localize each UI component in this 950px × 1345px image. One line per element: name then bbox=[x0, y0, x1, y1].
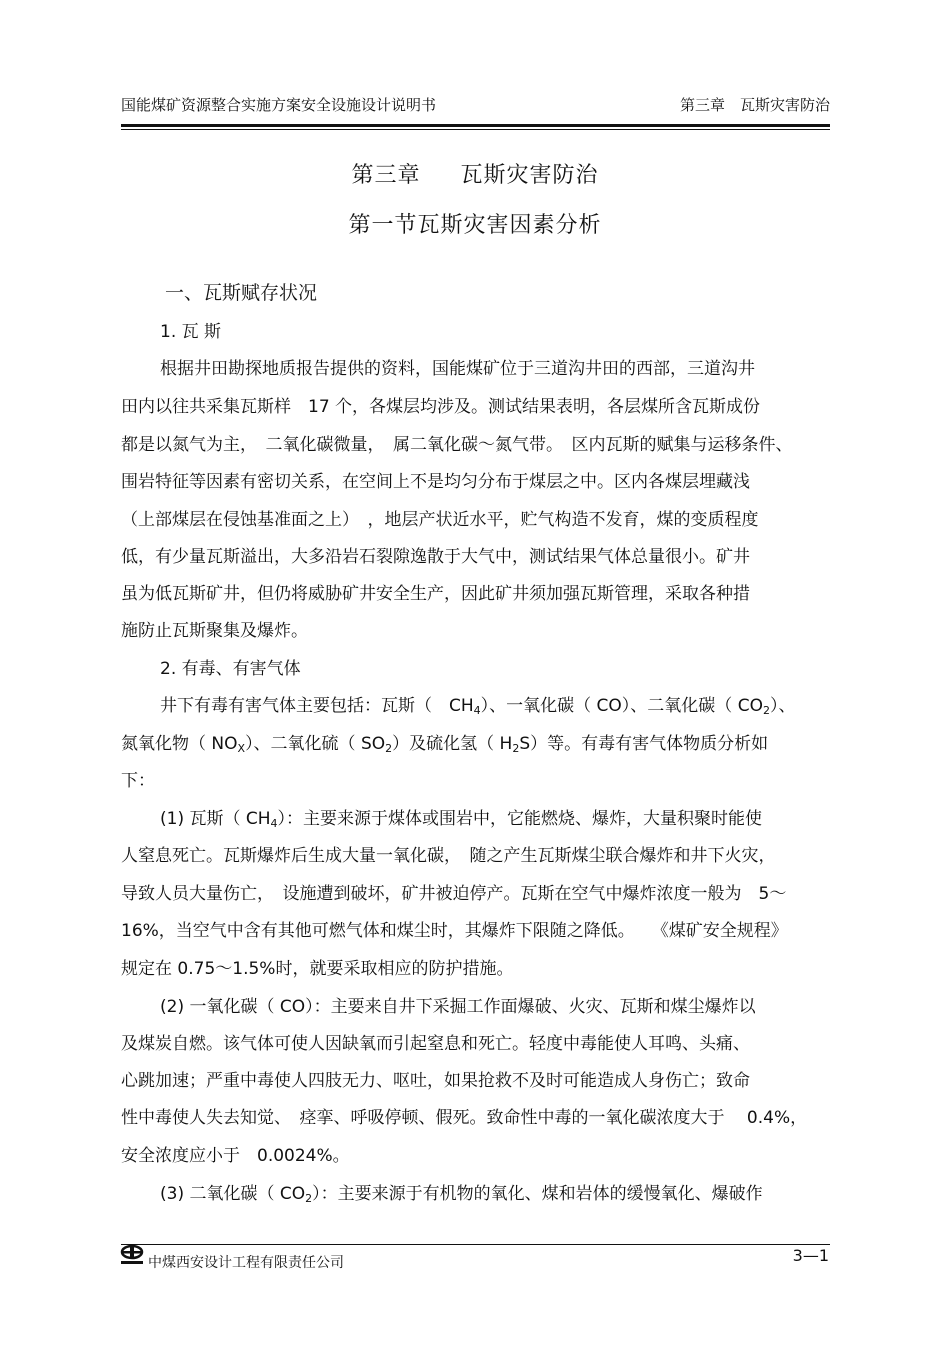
subheading-gas: 1. 瓦 斯 bbox=[160, 322, 222, 342]
item-carbon-monoxide: (2) 一氧化碳（ CO）：主要来自井下采掘工作面爆破、火灾、瓦斯和煤尘爆炸以 bbox=[160, 997, 756, 1017]
item-carbon-dioxide: (3) 二氧化碳（ $CO_2$）：主要来源于有机物的氧化、煤和岩体的缓慢氧化、爆破作 bbox=[160, 1184, 763, 1205]
company-logo-icon bbox=[120, 1244, 148, 1266]
header-chapter-title: 第三章 瓦斯灾害防治 bbox=[679, 96, 830, 114]
footer-company: 中煤西安设计工程有限责任公司 bbox=[148, 1255, 344, 1271]
chapter-name: 瓦斯灾害防治 bbox=[460, 163, 599, 188]
paragraph-line: 性中毒使人失去知觉、 痉挛、呼吸停顿、假死。致命性中毒的一氧化碳浓度大于 0.4%， bbox=[121, 1108, 808, 1128]
footer-rule bbox=[121, 1244, 830, 1245]
section-title: 第一节瓦斯灾害因素分析 bbox=[348, 213, 602, 238]
paragraph-line: 低，有少量瓦斯溢出，大多沿岩石裂隙逸散于大气中，测试结果气体总量很小。矿井 bbox=[121, 547, 750, 567]
paragraph-line: 安全浓度应小于 0.0024%。 bbox=[121, 1146, 350, 1166]
item-methane: (1) 瓦斯（ $CH_4$）：主要来源于煤体或围岩中，它能燃烧、爆炸，大量积聚时能使 bbox=[160, 809, 763, 830]
page-number: 3—1 bbox=[792, 1246, 829, 1265]
chapter-title bbox=[0, 158, 950, 189]
heading-1: 一、瓦斯赋存状况 bbox=[165, 282, 318, 304]
header-doc-title: 国能煤矿资源整合实施方案安全设施设计说明书 bbox=[121, 96, 437, 114]
paragraph-line: 人窒息死亡。瓦斯爆炸后生成大量一氧化碳， 随之产生瓦斯煤尘联合爆炸和井下火灾， bbox=[121, 846, 776, 866]
header-rule-thin bbox=[121, 129, 830, 130]
paragraph-line: 都是以氮气为主， 二氧化碳微量， 属二氧化碳～氮气带。 区内瓦斯的赋集与运移条件、 bbox=[121, 435, 793, 455]
paragraph-line: 心跳加速；严重中毒使人四肢无力、呕吐，如果抢救不及时可能造成人身伤亡；致命 bbox=[121, 1071, 750, 1091]
paragraph-line: 氮氧化物（ $NO_X$）、二氧化硫（ $SO_2$）及硫化氢（ $H_2S$）等。有毒有害气体物质分析如 bbox=[121, 734, 769, 755]
header-rule-thick bbox=[121, 124, 830, 127]
paragraph-line: 16%，当空气中含有其他可燃气体和煤尘时，其爆炸下限随之降低。 《煤矿安全规程》 bbox=[121, 921, 788, 941]
paragraph-line: 井下有毒有害气体主要包括：瓦斯（ $CH_4$）、一氧化碳（ CO）、二氧化碳（ $CO_2$）、 bbox=[160, 696, 796, 717]
paragraph-line: 及煤炭自燃。该气体可使人因缺氧而引起窒息和死亡。轻度中毒能使人耳鸣、头痛、 bbox=[121, 1034, 750, 1054]
paragraph-line: 施防止瓦斯聚集及爆炸。 bbox=[121, 621, 308, 641]
paragraph-line: 下： bbox=[121, 771, 155, 791]
paragraph-line: 导致人员大量伤亡， 设施遭到破坏，矿井被迫停产。瓦斯在空气中爆炸浓度一般为 5～ bbox=[121, 884, 787, 904]
paragraph-line: 根据井田勘探地质报告提供的资料，国能煤矿位于三道沟井田的西部，三道沟井 bbox=[160, 359, 755, 379]
paragraph-line: （上部煤层在侵蚀基准面之上） ，地层产状近水平，贮气构造不发育，煤的变质程度 bbox=[121, 510, 759, 530]
paragraph-line: 规定在 0.75～1.5%时，就要采取相应的防护措施。 bbox=[121, 959, 514, 979]
paragraph-line: 田内以往共采集瓦斯样 17 个，各煤层均涉及。测试结果表明，各层煤所含瓦斯成份 bbox=[121, 397, 761, 417]
paragraph-line: 围岩特征等因素有密切关系，在空间上不是均匀分布于煤层之中。区内各煤层埋藏浅 bbox=[121, 472, 750, 492]
subheading-toxic-gas: 2. 有毒、有害气体 bbox=[160, 659, 301, 679]
page-header bbox=[121, 94, 830, 124]
chapter-number: 第三章 bbox=[351, 163, 421, 188]
paragraph-line: 虽为低瓦斯矿井，但仍将威胁矿井安全生产，因此矿井须加强瓦斯管理，采取各种措 bbox=[121, 584, 750, 604]
